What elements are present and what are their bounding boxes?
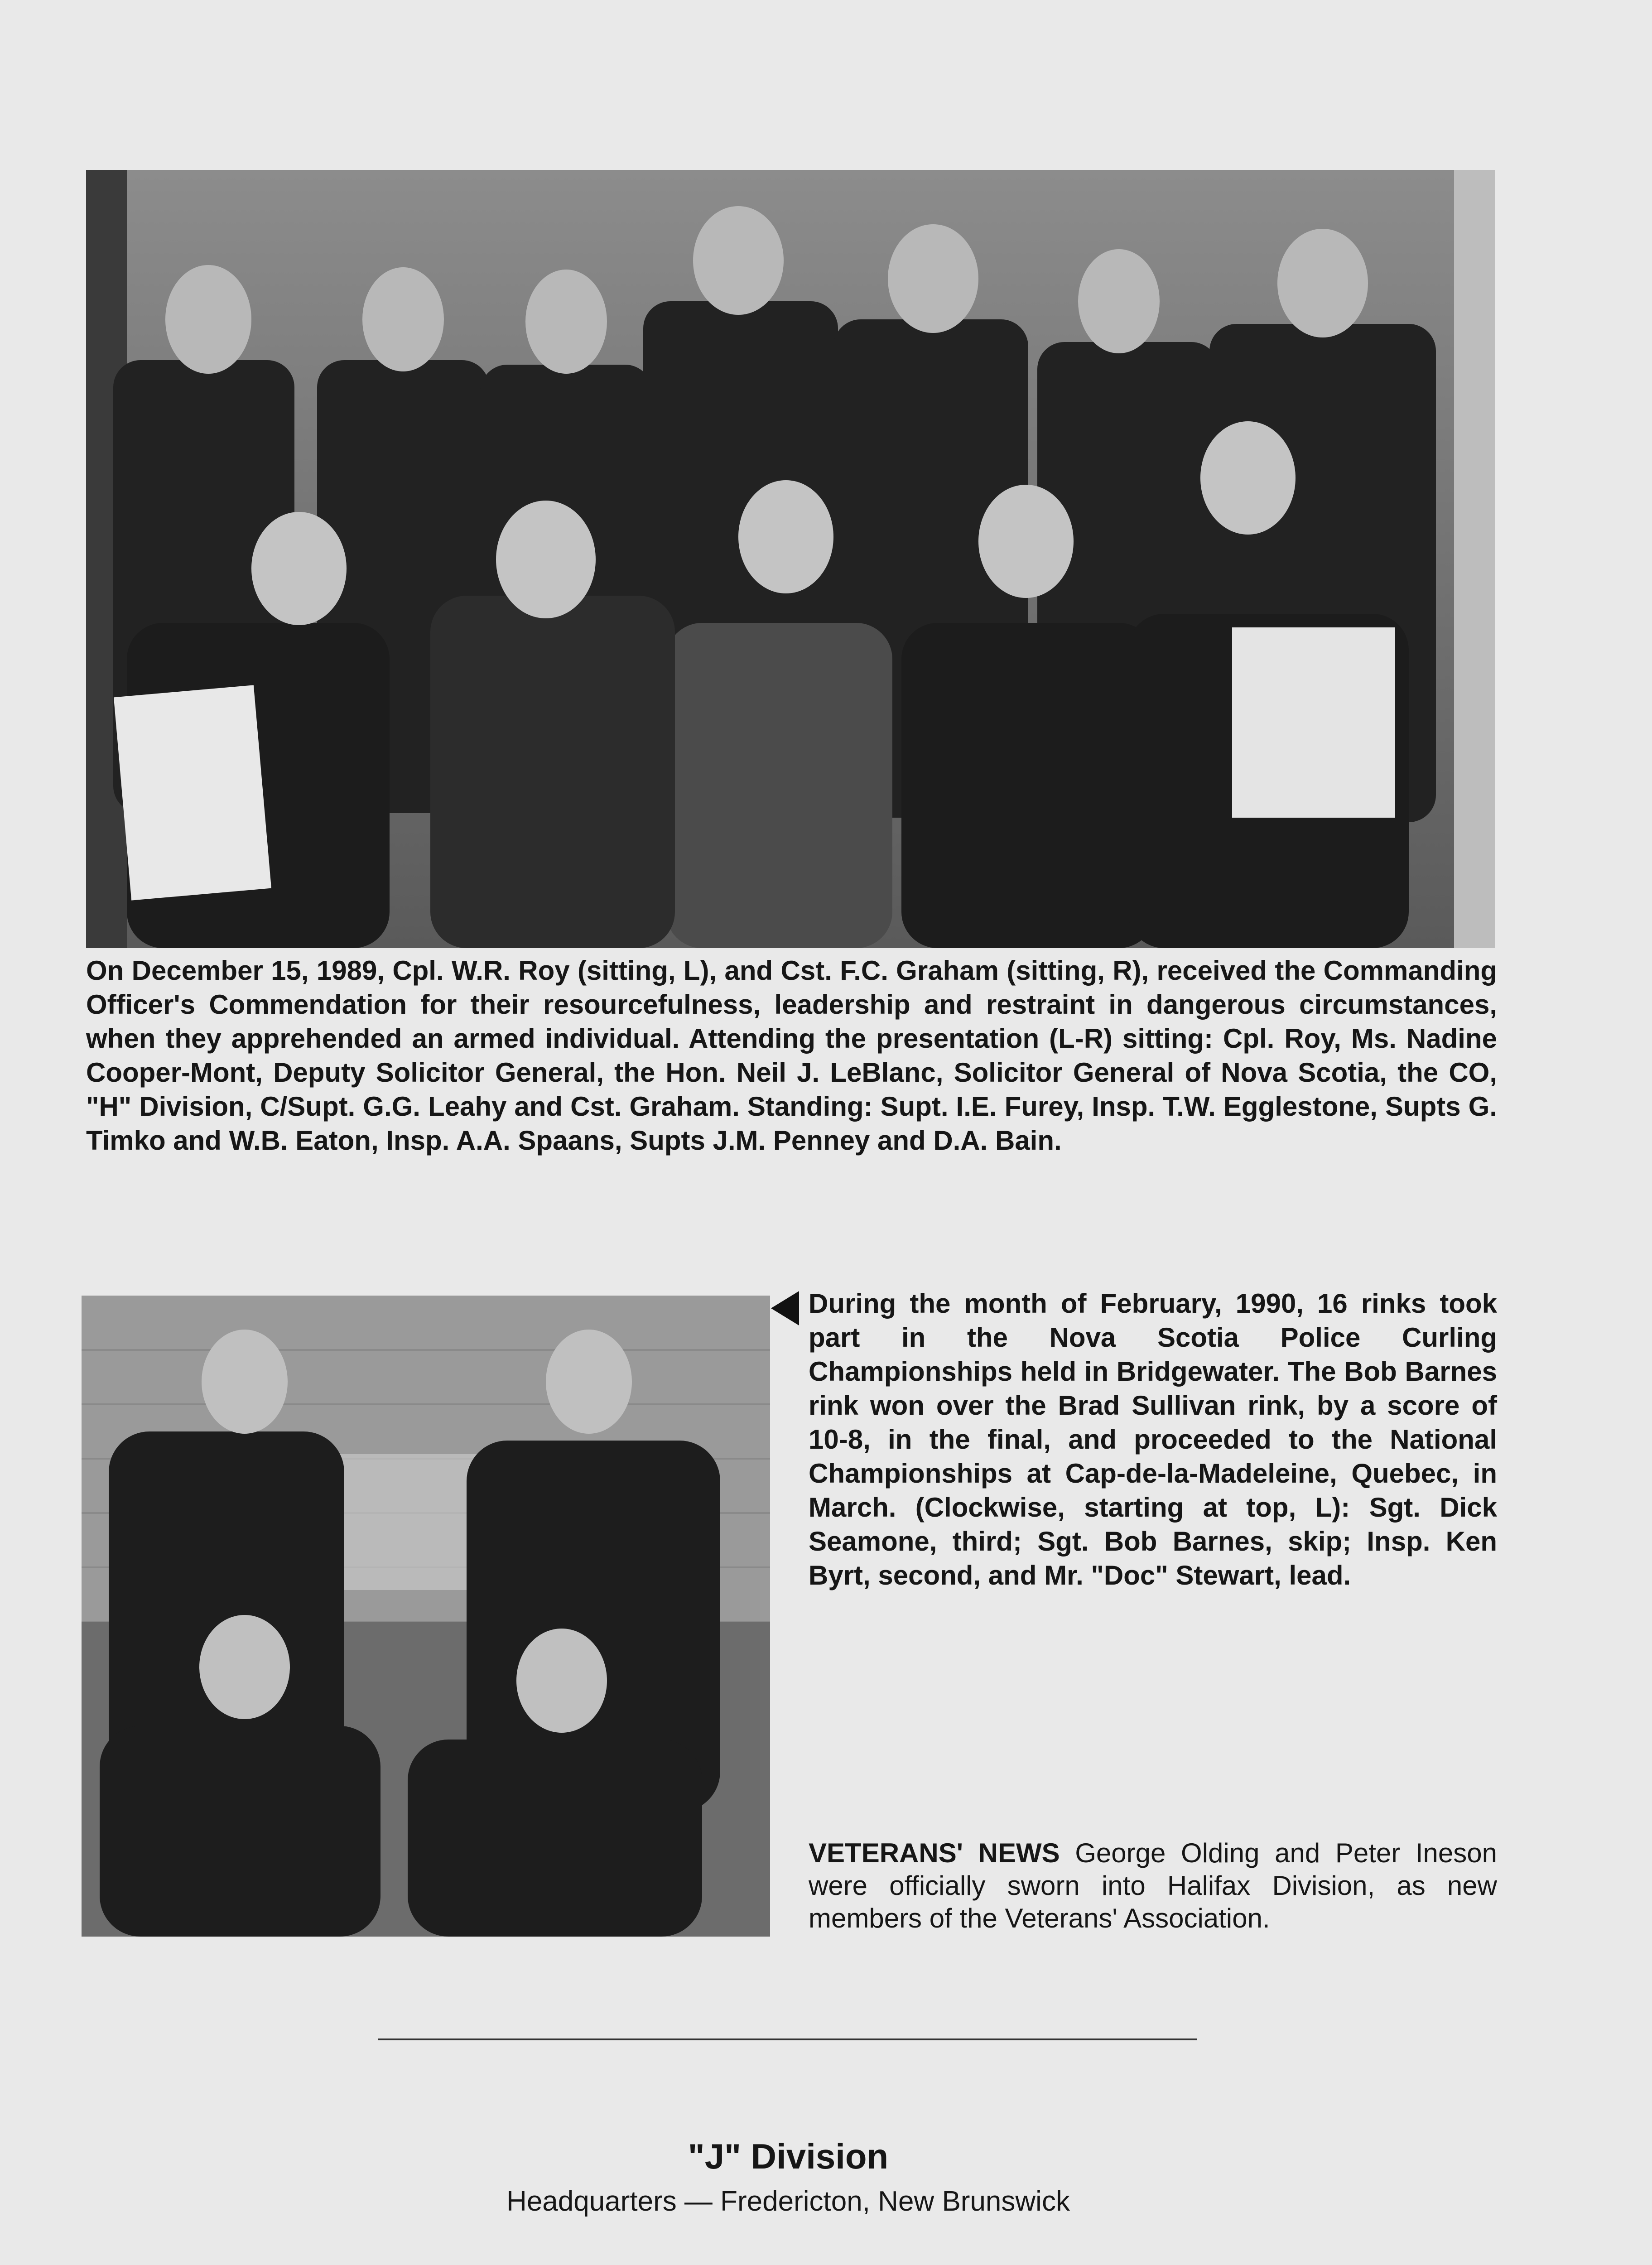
veterans-news-paragraph (809, 1837, 1497, 1935)
veterans-news-text: George Olding and Peter Ineson were officially sworn into Halifax Division, as new members of the Veterans' Association. (809, 1838, 1498, 1933)
veterans-news-lead: VETERANS' NEWS (809, 1838, 1060, 1868)
photo2-caption: During the month of February, 1990, 16 rinks took part in the Nova Scotia Police Curling Championships held in Bridgewater. The Bob Barnes rink won over the Brad Sullivan rink, by a score of 10-8, in the final, and proceeded to the National Championships at Cap-de-la-Madeleine, Quebec, in March. (Clockwise, starting at top, L): Sgt. Dick Seamone, third; Sgt. Bob Barnes, skip; Insp. Ken Byrt, second, and Mr. "Doc" Stewart, lead. (809, 1288, 1497, 1590)
group-photo-commendation (86, 170, 1495, 948)
curling-team-photo (82, 1296, 770, 1937)
division-subtitle: Headquarters — Fredericton, New Brunswick (506, 2186, 1070, 2217)
section-divider (378, 2038, 1197, 2040)
photo1-caption: On December 15, 1989, Cpl. W.R. Roy (sitting, L), and Cst. F.C. Graham (sitting, R), received the Commanding Officer's Commendation for their resourcefulness, leadership and restraint in dangerous circumstances, when they apprehended an armed individual. Attending the presentation (L-R) sitting: Cpl. Roy, Ms. Nadine Cooper-Mont, Deputy Solicitor General, the Hon. Neil J. LeBlanc, Solicitor General of Nova Scotia, the CO, "H" Division, C/Supt. G.G. Leahy and Cst. Graham. Standing: Supt. I.E. Furey, Insp. T.W. Egglestone, Supts G. Timko and W.B. Eaton, Insp. A.A. Spaans, Supts J.M. Penney and D.A. Bain. (86, 955, 1497, 1156)
pointer-arrow-icon (771, 1291, 799, 1325)
division-title: "J" Division (688, 2136, 889, 2176)
